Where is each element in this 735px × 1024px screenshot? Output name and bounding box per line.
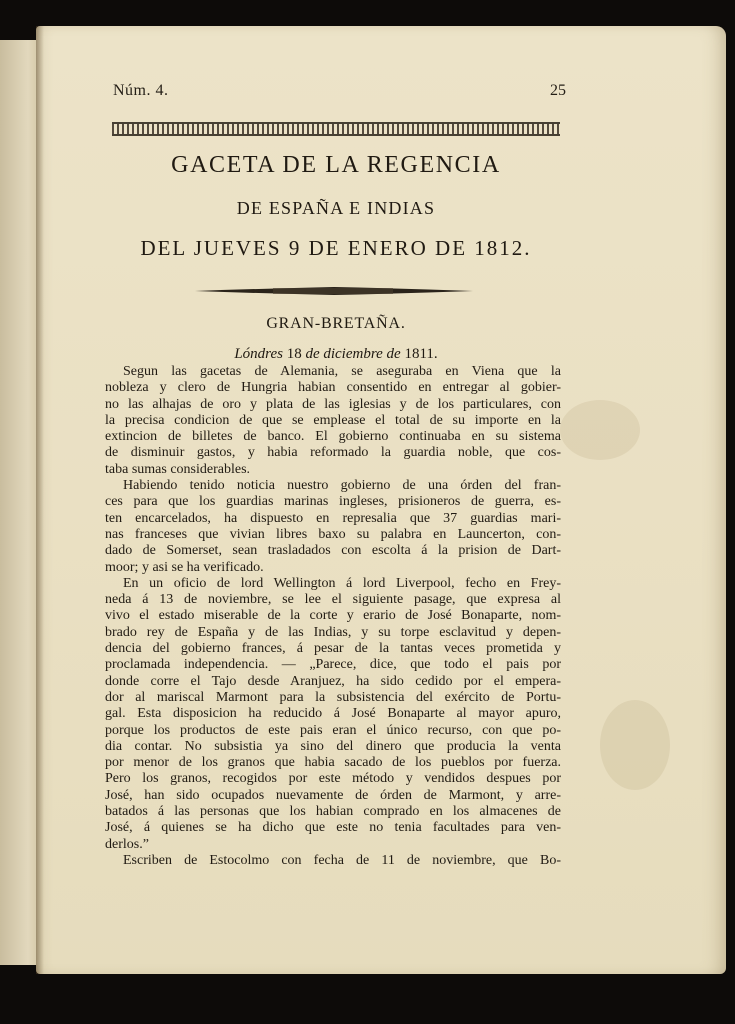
text-line: Pero los granos, recogidos por este método y vendidos despues por bbox=[105, 771, 561, 787]
left-facing-page-edge bbox=[0, 40, 40, 965]
ornamental-rule bbox=[195, 285, 473, 297]
text-line: de disminuir gastos, y habia reformado la guardia noble, que cos- bbox=[105, 445, 561, 461]
header-double-rule bbox=[112, 122, 560, 136]
masthead-title: GACETA DE LA REGENCIA bbox=[171, 152, 501, 178]
paper-stain bbox=[560, 400, 640, 460]
text-line: ten encarcelados, ha dispuesto en represalia que 37 guardias mari- bbox=[105, 510, 561, 526]
text-line: José, á quienes se ha dicho que este no tenia facultades para ven- bbox=[105, 820, 561, 836]
page-number: 25 bbox=[550, 82, 566, 99]
masthead-date: DEL JUEVES 9 DE ENERO DE 1812. bbox=[140, 236, 532, 260]
text-line: José, han sido ocupados nuevamente de órden de Marmont, y arre- bbox=[105, 787, 561, 803]
text-line: ces para que los guardias marinas ingleses, prisioneros de guerra, es- bbox=[105, 494, 561, 510]
text-line: porque los productos de este pais eran el único recurso, con que po- bbox=[105, 722, 561, 738]
text-line: dor al mariscal Marmont para la subsistencia del exército de Portu- bbox=[105, 689, 561, 705]
text-line: moor; y asi se ha verificado. bbox=[105, 559, 264, 575]
text-line: neda á 13 de noviembre, se lee el siguiente pasage, que expresa al bbox=[105, 592, 561, 608]
issue-number: Núm. 4. bbox=[113, 82, 169, 99]
text-line: donde corre el Tajo desde Aranjuez, ha sido cedido por el empera- bbox=[105, 673, 561, 689]
text-line: Escriben de Estocolmo con fecha de 11 de noviembre, que Bo- bbox=[123, 852, 561, 868]
text-line: batados á las personas que los habian comprado en los almacenes de bbox=[105, 804, 561, 820]
dateline-city: Lóndres bbox=[234, 346, 283, 362]
text-line: nobleza y clero de Hungria habian consentido en entregar al gobier- bbox=[105, 380, 561, 396]
text-line: brado rey de España y de las Indias, y su torpe esclavitud y depen- bbox=[105, 624, 561, 640]
text-line: En un oficio de lord Wellington á lord Liverpool, fecho en Frey- bbox=[123, 575, 561, 591]
text-line: por menor de los granos que habia sacado de los pueblos por fuerza. bbox=[105, 755, 561, 771]
text-line: dencia del gobierno frances, á pesar de la tantas veces prometida y bbox=[105, 641, 561, 657]
text-line: la precisa condicion de que se emplease el total de su importe en la bbox=[105, 412, 561, 428]
text-line: taba sumas considerables. bbox=[105, 461, 251, 477]
text-line: no las alhajas de oro y plata de las iglesias y de los particulares, con bbox=[105, 396, 561, 412]
text-line: extincion de billetes de banco. El gobierno continuaba en su sistema bbox=[105, 429, 561, 445]
dateline-month: de diciembre de bbox=[305, 346, 401, 362]
text-line: dia contar. No subsistia ya sino del dinero que producia la venta bbox=[105, 738, 561, 754]
text-line: gal. Esta disposicion ha reducido á José Bonaparte al mayor apuro, bbox=[105, 706, 561, 722]
text-line: derlos.” bbox=[105, 836, 149, 852]
text-line: nas franceses que vivian libres baxo su palabra en Launcerton, con- bbox=[105, 526, 561, 542]
text-line: Segun las gacetas de Alemania, se aseguraba en Viena que la bbox=[123, 364, 561, 379]
dateline-year: 1811. bbox=[404, 346, 438, 362]
text-line: vivo el estado miserable de la corte y erario de José Bonaparte, nom- bbox=[105, 608, 561, 624]
text-line: Habiendo tenido noticia nuestro gobierno de una órden del fran- bbox=[123, 478, 561, 494]
article-body bbox=[105, 364, 561, 869]
paper-stain bbox=[600, 700, 670, 790]
dateline-day: 18 bbox=[286, 346, 302, 362]
page-gutter-shadow bbox=[36, 26, 44, 974]
text-line: proclamada independencia. — „Parece, dice, que todo el pais por bbox=[105, 657, 561, 673]
text-line: dado de Somerset, sean trasladados con escolta á la prision de Dart- bbox=[105, 543, 561, 559]
section-heading: GRAN-BRETAÑA. bbox=[266, 315, 406, 332]
dateline bbox=[112, 346, 560, 363]
masthead-subtitle: DE ESPAÑA E INDIAS bbox=[236, 198, 436, 218]
